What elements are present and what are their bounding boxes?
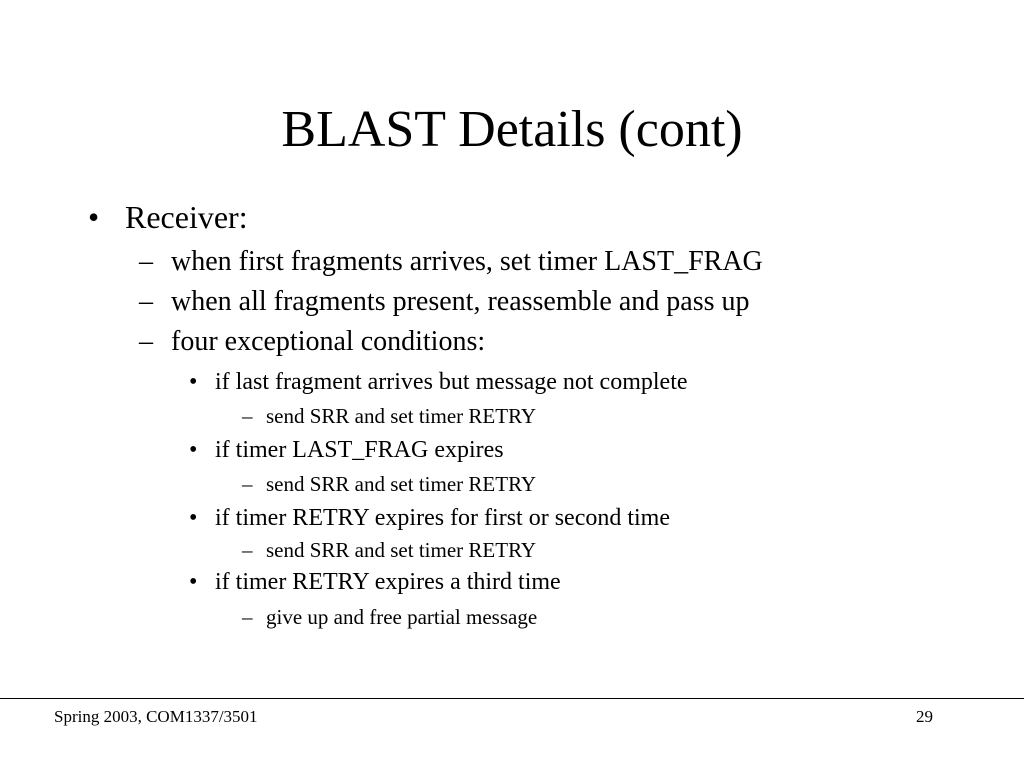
list-item-text: when first fragments arrives, set timer LAST_FRAG: [171, 246, 763, 277]
footer-divider: [0, 698, 1024, 699]
bullet-marker: •: [189, 505, 198, 531]
bullet-marker: •: [88, 199, 100, 235]
dash-marker: –: [242, 404, 253, 428]
page-number: 29: [916, 707, 933, 726]
list-item-text: send SRR and set timer RETRY: [266, 472, 537, 496]
list-item-text: send SRR and set timer RETRY: [266, 404, 537, 428]
bullet-marker: •: [189, 369, 198, 395]
list-item-text: send SRR and set timer RETRY: [266, 538, 537, 562]
list-item-text: if timer LAST_FRAG expires: [215, 437, 504, 463]
list-item-text: if last fragment arrives but message not complete: [215, 369, 688, 395]
list-item-text: give up and free partial message: [266, 605, 538, 629]
dash-marker: –: [242, 605, 253, 629]
list-item-text: if timer RETRY expires for first or second time: [215, 505, 671, 531]
list-item-text: if timer RETRY expires a third time: [215, 569, 561, 595]
list-item-text: four exceptional conditions:: [171, 326, 486, 357]
footer-label: Spring 2003, COM1337/3501: [54, 707, 258, 726]
bullet-marker: •: [189, 437, 198, 463]
list-item-text: Receiver:: [125, 199, 248, 235]
bullet-marker: •: [189, 569, 198, 595]
dash-marker: –: [139, 246, 153, 277]
slide-title: BLAST Details (cont): [281, 101, 743, 158]
dash-marker: –: [242, 538, 253, 562]
list-item-text: when all fragments present, reassemble and pass up: [171, 286, 750, 317]
dash-marker: –: [139, 286, 153, 317]
dash-marker: –: [139, 326, 153, 357]
dash-marker: –: [242, 472, 253, 496]
